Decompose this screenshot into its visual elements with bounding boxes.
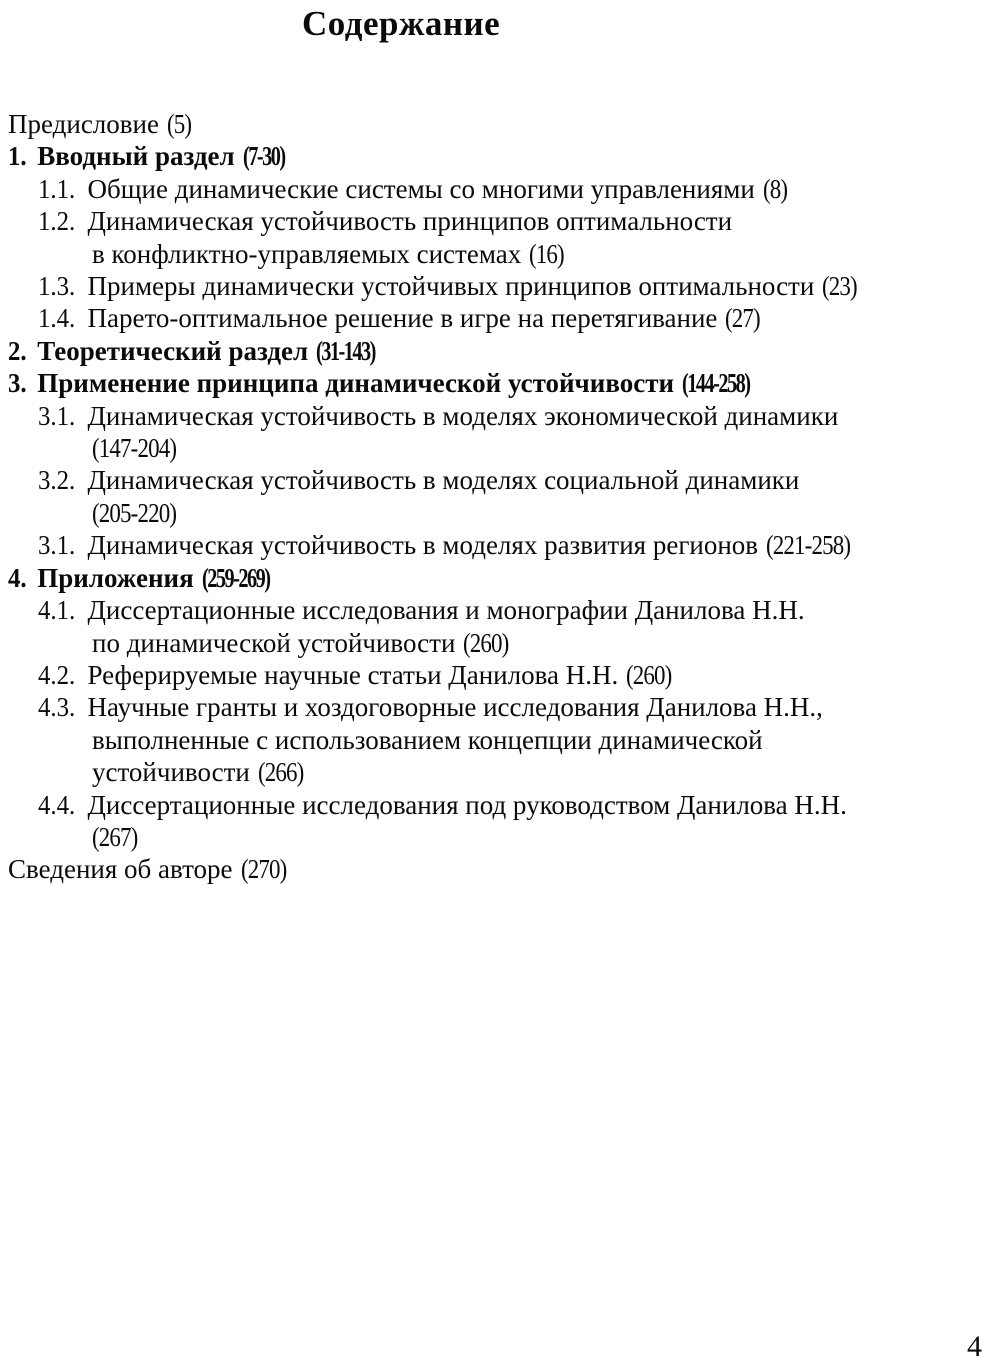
toc-entry-pages: (205-220): [92, 497, 177, 528]
toc-entry: [0, 173, 990, 205]
toc-entry: [0, 432, 990, 464]
toc-entry-pages: (221-258): [766, 530, 851, 561]
toc-entry-pages: (31-143): [316, 335, 376, 366]
toc-entry-pages: (27): [725, 303, 761, 334]
toc-entry-pages: (7-30): [242, 141, 285, 172]
toc-entry: [0, 335, 990, 367]
toc-entry-title: Динамическая устойчивость в моделях экономической динамики: [87, 400, 839, 431]
toc-list: [0, 108, 990, 886]
toc-entry-pages: (16): [529, 238, 565, 269]
toc-entry-title: Примеры динамически устойчивых принципов оптимальности: [87, 271, 815, 302]
toc-entry-title: Динамическая устойчивость в моделях социальной динамики: [87, 465, 800, 496]
toc-entry-title: Теоретический раздел: [37, 335, 309, 366]
toc-entry-number: 1.3.: [38, 271, 76, 302]
toc-entry: [0, 400, 990, 432]
toc-entry: [0, 367, 990, 399]
page-number: 4: [967, 1330, 982, 1363]
toc-entry: [0, 594, 990, 626]
toc-entry-title: Сведения об авторе: [8, 854, 233, 885]
toc-entry-pages: (260): [463, 627, 509, 658]
toc-entry-pages: (267): [92, 821, 138, 852]
toc-entry-number: 1.4.: [38, 303, 76, 334]
toc-entry-pages: (8): [762, 173, 787, 204]
toc-entry: [0, 205, 990, 237]
toc-entry-number: 4.3.: [38, 692, 76, 723]
toc-entry: [0, 724, 990, 756]
toc-entry: [0, 691, 990, 723]
toc-entry: [0, 789, 990, 821]
toc-entry: [0, 302, 990, 334]
toc-entry: [0, 270, 990, 302]
toc-entry-number: 1.: [8, 141, 27, 172]
toc-entry-title: Общие динамические системы со многими управлениями: [87, 173, 755, 204]
toc-entry-number: 3.: [8, 368, 27, 399]
toc-entry-title: устойчивости: [92, 757, 250, 788]
toc-entry-pages: (23): [822, 271, 858, 302]
toc-entry-title: Вводный раздел: [37, 141, 235, 172]
toc-entry: [0, 140, 990, 172]
toc-entry-number: 1.2.: [38, 206, 76, 237]
toc-entry-title: по динамической устойчивости: [92, 627, 456, 658]
toc-entry: [0, 756, 990, 788]
toc-entry-number: 4.4.: [38, 789, 76, 820]
toc-entry-number: 1.1.: [38, 173, 76, 204]
toc-entry-pages: (260): [626, 659, 672, 690]
toc-entry: [0, 497, 990, 529]
toc-entry-number: 4.2.: [38, 659, 76, 690]
toc-entry-title: Научные гранты и хоздоговорные исследования Данилова Н.Н.,: [87, 692, 823, 723]
toc-entry-title: выполненные с использованием концепции динамической: [92, 724, 763, 755]
toc-entry-title: Парето-оптимальное решение в игре на перетягивание: [87, 303, 718, 334]
toc-entry-number: 3.1.: [38, 530, 76, 561]
toc-entry-pages: (266): [257, 757, 304, 788]
page-title: Содержание: [302, 4, 501, 43]
toc-entry: [0, 853, 990, 885]
toc-entry-title: Применение принципа динамической устойчивости: [37, 368, 675, 399]
toc-entry-title: Приложения: [37, 562, 194, 593]
toc-entry-number: 2.: [8, 335, 27, 366]
toc-entry: [0, 627, 990, 659]
toc-entry: [0, 464, 990, 496]
toc-entry-pages: (5): [166, 109, 192, 139]
toc-entry-pages: (144-258): [682, 368, 750, 399]
toc-entry-title: Диссертационные исследования под руководством Данилова Н.Н.: [87, 789, 847, 820]
toc-entry-pages: (147-204): [92, 433, 177, 464]
toc-entry-title: Реферируемые научные статьи Данилова Н.Н.: [87, 659, 619, 690]
toc-entry-title: Диссертационные исследования и монографии Данилова Н.Н.: [87, 595, 805, 626]
toc-entry-number: 4.: [8, 562, 27, 593]
toc-entry: [0, 821, 990, 853]
toc-entry-title: Предисловие: [8, 109, 159, 139]
toc-entry-pages: (259-269): [201, 562, 270, 593]
toc-entry-number: 4.1.: [38, 595, 76, 626]
toc-entry: [0, 108, 990, 140]
toc-entry: [0, 562, 990, 594]
toc-entry-title: в конфликтно-управляемых системах: [92, 238, 522, 269]
toc-entry: [0, 659, 990, 691]
toc-entry-title: Динамическая устойчивость принципов оптимальности: [87, 206, 733, 237]
toc-entry-title: Динамическая устойчивость в моделях развития регионов: [87, 530, 759, 561]
toc-entry: [0, 238, 990, 270]
toc-entry-number: 3.1.: [38, 400, 76, 431]
toc-entry: [0, 529, 990, 561]
toc-entry-number: 3.2.: [38, 465, 76, 496]
toc-entry-pages: (270): [240, 854, 286, 885]
